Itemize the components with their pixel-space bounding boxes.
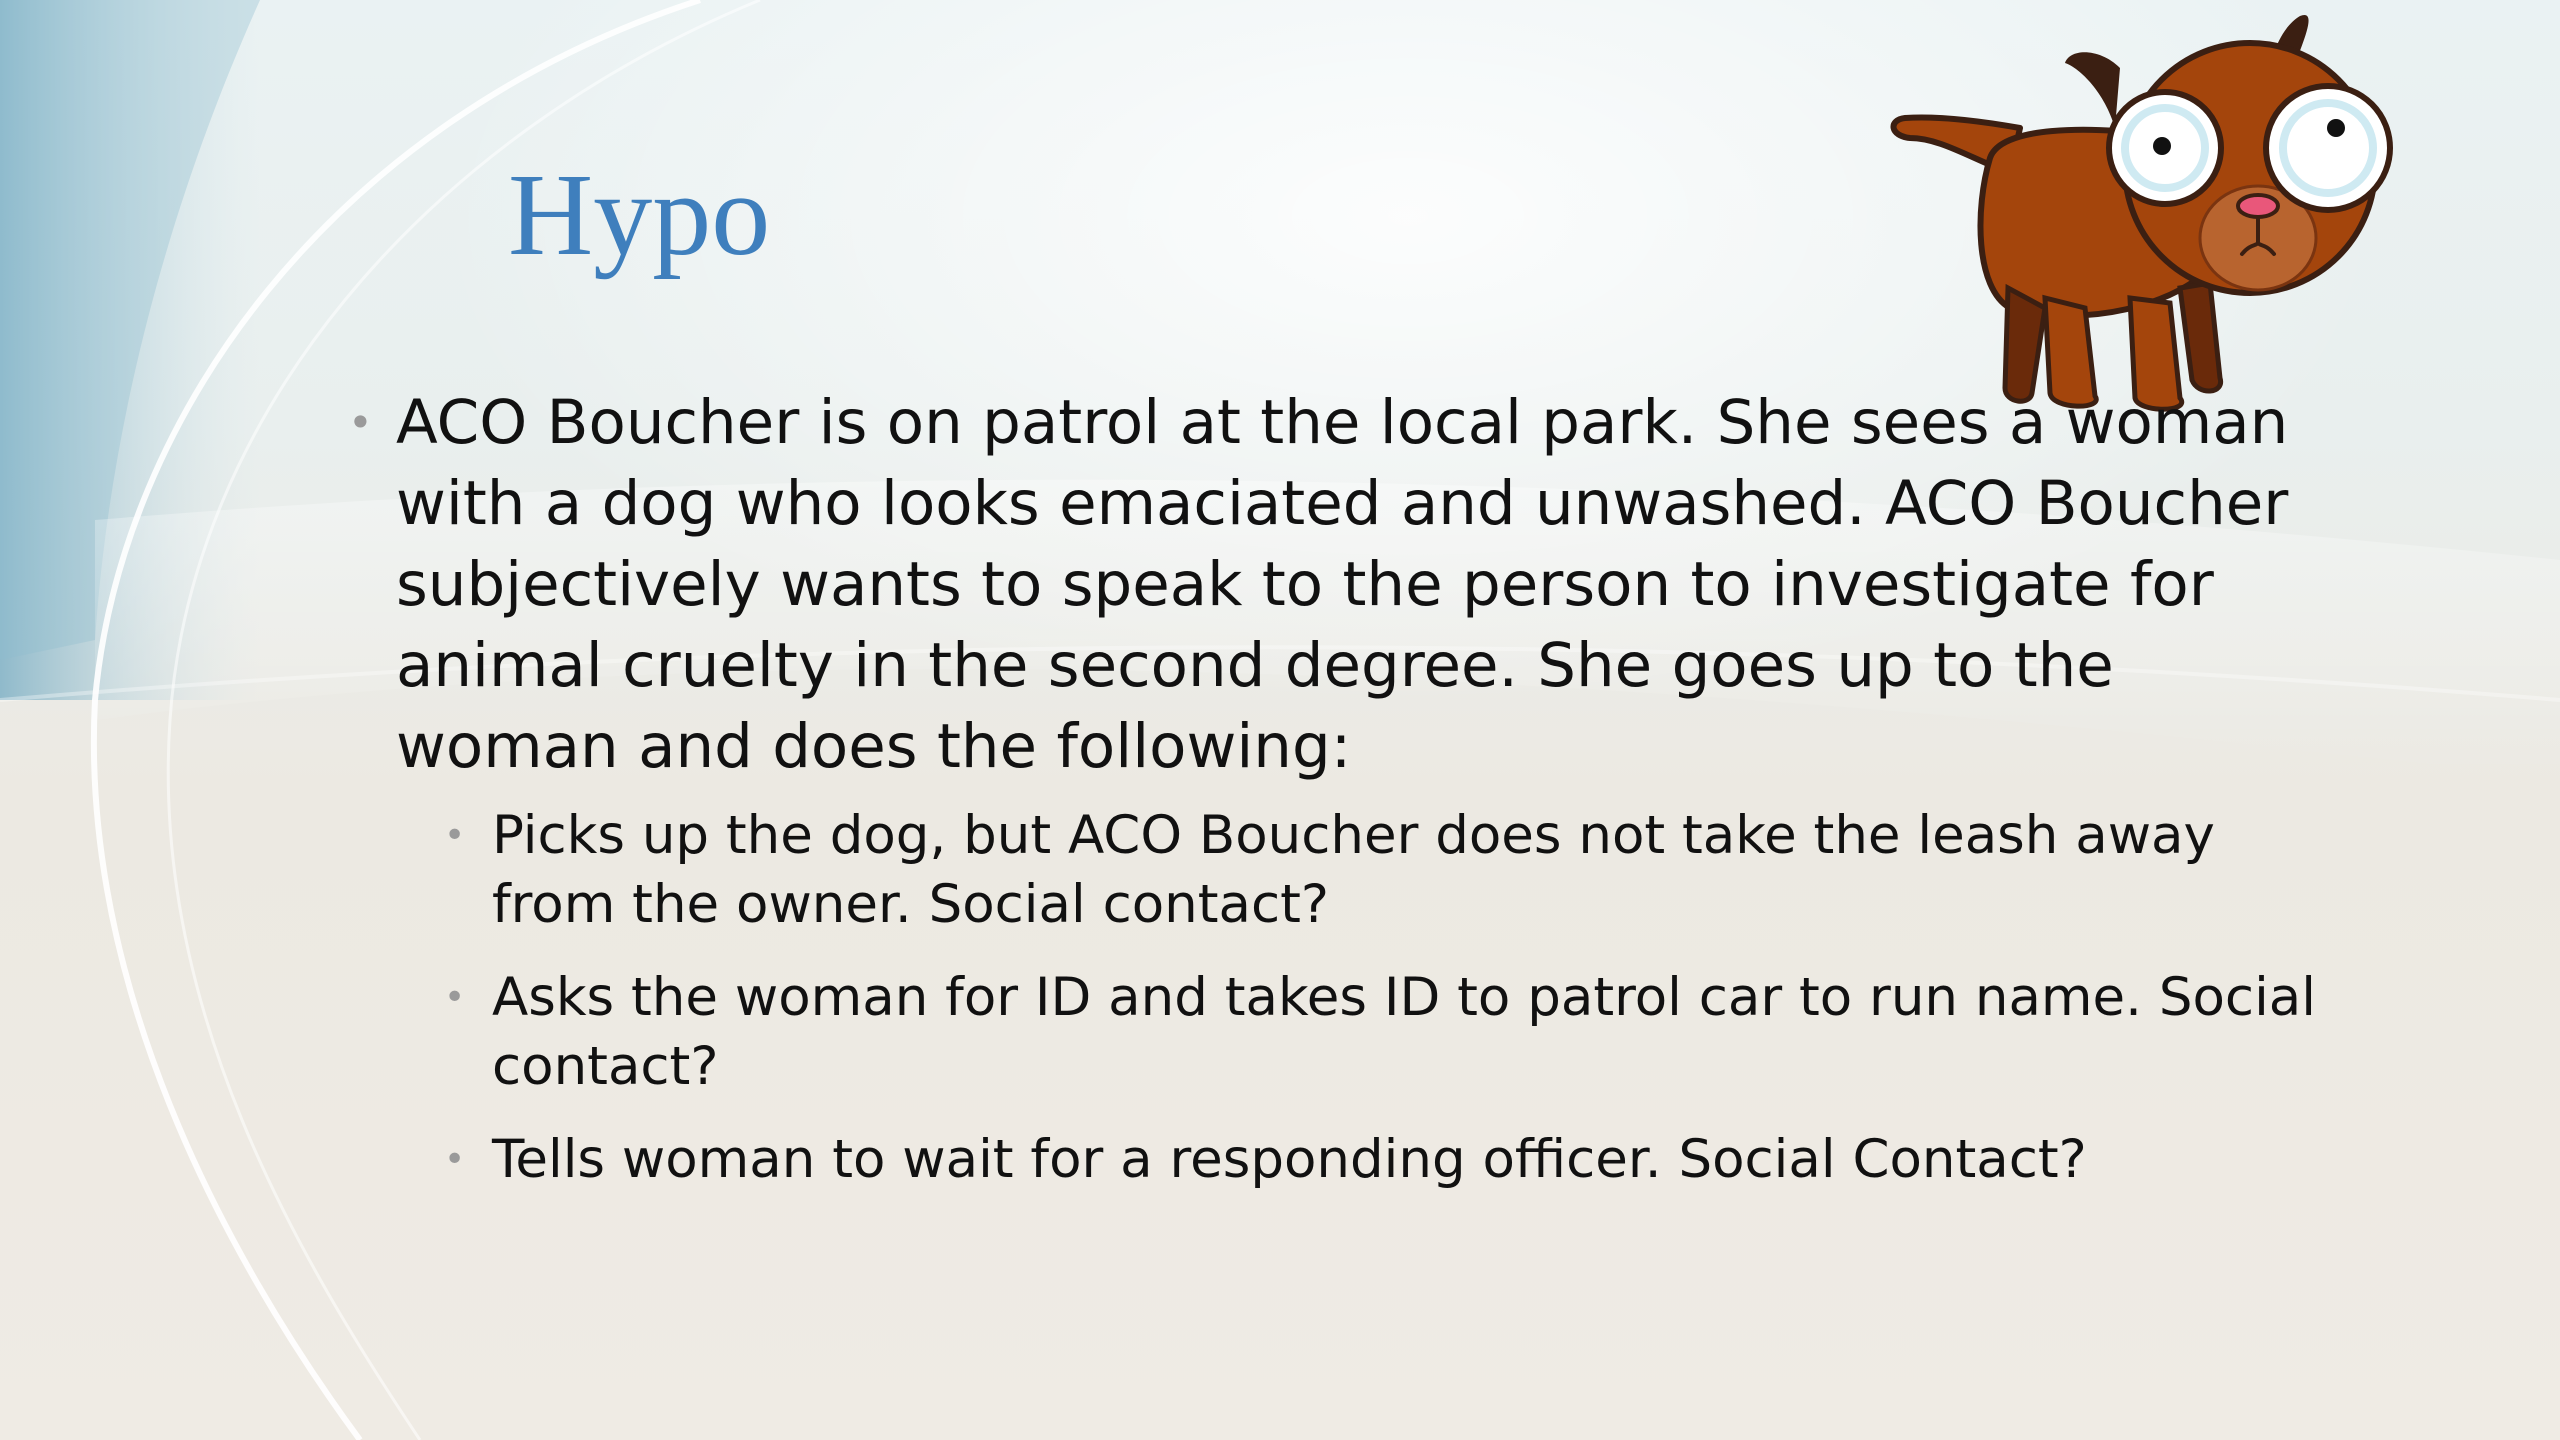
bullet-marker: • — [444, 815, 466, 856]
sub-bullet-text: Asks the woman for ID and takes ID to patrol car to run name. Social contact? — [492, 967, 2316, 1097]
sub-bullet — [340, 1125, 2330, 1194]
slide-body — [340, 382, 2330, 1218]
sub-bullet-text: Tells woman to wait for a responding officer. Social Contact? — [492, 1129, 2087, 1190]
slide-title: Hypo — [508, 149, 771, 280]
main-bullet — [340, 382, 2330, 787]
sub-bullet-text: Picks up the dog, but ACO Boucher does not take the leash away from the owner. Social contact? — [492, 805, 2215, 935]
main-bullet-text: ACO Boucher is on patrol at the local park. She sees a woman with a dog who looks emaciated and unwashed. ACO Boucher subjectively wants to speak to the person to investigate for animal cruelty in the second degree. She goes up to the woman and does the following: — [396, 387, 2289, 782]
cartoon-dog-icon — [1880, 8, 2400, 418]
bullet-marker: • — [348, 398, 373, 447]
sub-bullet — [340, 963, 2330, 1101]
bullet-marker: • — [444, 1139, 466, 1180]
bullet-marker: • — [444, 977, 466, 1018]
sub-bullet-list — [340, 801, 2330, 1194]
sub-bullet — [340, 801, 2330, 939]
